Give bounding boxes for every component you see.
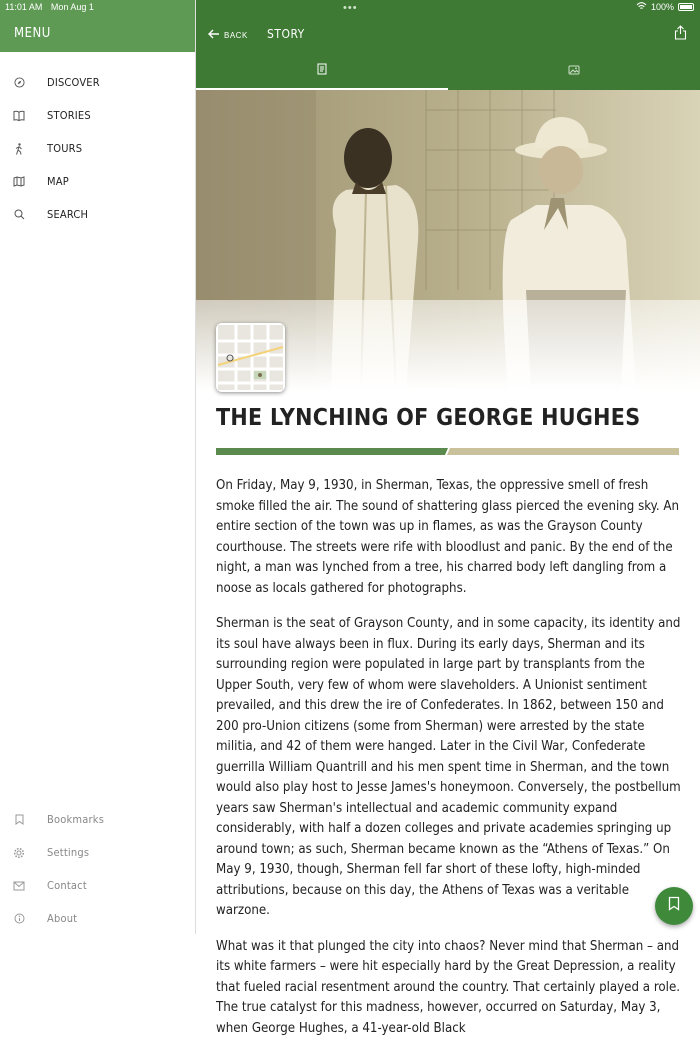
sidebar-item-label: STORIES [47,109,91,122]
walking-icon [13,143,25,155]
info-icon [13,913,25,925]
image-icon [568,62,580,80]
sidebar-item-map[interactable] [0,165,195,198]
bookmark-fab-button[interactable] [655,887,693,925]
story-paragraph: Sherman is the seat of Grayson County, and in some capacity, its identity and its soul have always been in flux. During its early days, Sherman and its surrounding region were populated in large part by transplants from the Upper South, very few of whom were slaveholders. A Unionist sentiment prevailed, and this drew the ire of Confederates. In 1862, between 150 and 200 pro-Union citizens (some from Sherman) were arrested by the state militia, and 42 of them were hanged. Later in the Civil War, Confederate guerrilla William Quantrill and his men spent time in Sherman, and the town would also play host to Jesse James's honeymoon. Conversely, the postbellum years saw Sherman's intellectual and academic community expand considerably, with half a dozen colleges and private academies springing up around town; as such, Sherman became known as the “Athens of Texas.” On May 9, 1930, though, Sherman fell far short of these lofty, high-minded attributions, because on this day, the Athens of Texas was a veritable warzone. [216,616,681,918]
map-graphic [218,325,283,390]
sidebar-item-label: About [47,912,78,925]
bookmark-icon [13,814,25,826]
status-date: Mon Aug 1 [50,2,94,12]
sidebar-item-label: MAP [47,175,69,188]
battery-icon [678,3,694,11]
sidebar-item-discover[interactable] [0,66,195,99]
multitasking-dots-icon[interactable]: ••• [343,2,358,14]
wifi-icon [636,2,647,12]
story-paragraph: On Friday, May 9, 1930, in Sherman, Texas, the oppressive smell of fresh smoke filled the air. The sound of shattering glass pierced the evening sky. An entire section of the town was up in flames, as was the Grayson County courthouse. The streets were rife with bloodlust and panic. By the end of the night, a man was lynched from a tree, his charred body left dangling from a noose as locals gathered for photographs. [216,478,679,596]
sidebar-item-stories[interactable] [0,99,195,132]
tab-story-images[interactable] [448,52,700,90]
document-icon [317,62,327,80]
tab-story-text[interactable] [196,52,448,90]
sidebar [0,0,196,934]
sidebar-item-search[interactable] [0,198,195,231]
story-body [216,476,681,1054]
sidebar-item-tours[interactable] [0,132,195,165]
sidebar-header [0,0,195,52]
story-title: THE LYNCHING OF GEORGE HUGHES [216,405,641,431]
status-bar-left [5,2,100,12]
back-label: BACK [224,30,248,40]
sidebar-item-label: SEARCH [47,208,89,221]
arrow-left-icon [208,26,220,44]
sidebar-item-settings[interactable] [0,836,196,869]
sidebar-item-about[interactable] [0,902,196,935]
mail-icon [13,880,25,892]
top-bar [196,0,700,90]
gear-icon [13,847,25,859]
sidebar-item-label: TOURS [47,142,83,155]
sidebar-item-label: Settings [47,846,90,859]
share-button[interactable] [674,25,687,45]
sidebar-item-bookmarks[interactable] [0,803,196,836]
battery-percent: 100% [650,2,674,12]
title-divider [216,448,679,455]
sidebar-item-label: Bookmarks [47,813,105,826]
menu-title: MENU [14,26,51,41]
story-panel [196,0,700,1036]
compass-icon [13,77,25,89]
sidebar-item-label: Contact [47,879,87,892]
page-title: STORY [267,27,305,41]
content-tabs [196,52,700,90]
main-nav [0,66,195,231]
sidebar-item-label: DISCOVER [47,76,100,89]
secondary-nav [0,803,196,935]
sidebar-item-contact[interactable] [0,869,196,902]
story-paragraph: What was it that plunged the city into chaos? Never mind that Sherman – and its white farmers – were hit especially hard by the Great Depression, a reality that fueled racial resentment around the country. That certainly played a role. The true catalyst for this madness, however, occurred on Saturday, May 3, when George Hughes, a 41-year-old Black [216,938,681,1036]
book-icon [13,110,25,122]
location-map-thumbnail[interactable] [216,323,285,392]
status-bar-right [636,2,694,12]
search-icon [13,209,25,221]
bookmark-icon [668,896,680,916]
status-time: 11:01 AM [5,2,43,12]
share-icon [674,27,687,44]
back-button[interactable] [208,26,248,44]
map-icon [13,176,25,188]
